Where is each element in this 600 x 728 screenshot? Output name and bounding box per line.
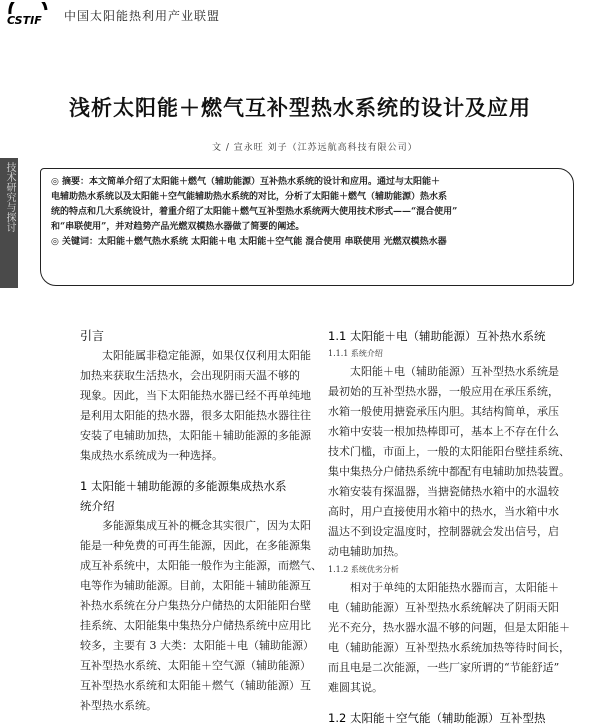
section-heading: 1.2 太阳能＋空气能（辅助能源）互补型热 — [328, 711, 546, 725]
journal-header — [4, 2, 596, 28]
section-heading: 引言 — [80, 329, 105, 343]
body-line: 挂系统、太阳能集中集热分户储热系统中应用比 — [80, 619, 311, 632]
section-heading: 1 太阳能＋辅助能源的多能源集成热水系 — [80, 479, 287, 493]
body-line: 太阳能属非稳定能源，如果仅仅利用太阳能 — [80, 349, 311, 362]
body-line: 补热水系统在分户集热分户储热的太阳能阳台壁 — [80, 599, 311, 612]
paper-title: 浅析太阳能＋燃气互补型热水系统的设计及应用 — [69, 96, 531, 120]
body-line: 电（辅助能源）互补型热水系统加热等待时间长， — [328, 641, 570, 654]
paper-author: 文 / 宣永旺 刘子（江苏远航高科技有限公司） — [212, 143, 418, 153]
body-line: 难圆其说。 — [328, 681, 383, 694]
body-line: 水箱安装有探温器，当搪瓷储热水箱中的水温较 — [328, 485, 559, 498]
body-line: 现象。因此，当下太阳能热水器已经不再单纯地 — [80, 389, 311, 402]
section-heading: 统介绍 — [80, 499, 115, 513]
svg-text:CSTIF: CSTIF — [7, 14, 42, 26]
body-line: 温达不到设定温度时，控制器就会发出信号，启 — [328, 525, 559, 538]
body-line: 补型热水系统。 — [80, 699, 157, 712]
body-line: 集中集热分户储热系统中都配有电辅助加热装置。 — [328, 465, 570, 478]
body-line: 加热来获取生活热水，会出现阴雨天温不够的 — [80, 369, 300, 382]
abstract-line: 电辅助热水系统以及太阳能＋空气能辅助热水系统的对比，分析了太阳能＋燃气（辅助能源）热水系 — [51, 192, 448, 202]
section-side-tab — [0, 158, 18, 288]
body-line: 较多，主要有 3 大类：太阳能＋电（辅助能源） — [80, 639, 314, 652]
body-line: 多能源集成互补的概念其实很广，因为太阳 — [80, 519, 311, 532]
keywords-line: ◎ 关键词：太阳能＋燃气热水系统 太阳能＋电 太阳能＋空气能 混合使用 串联使用 光燃双模热水器 — [51, 237, 447, 247]
left-column — [80, 326, 322, 716]
body-line: 水箱一般使用搪瓷承压内胆。其结构简单，承压 — [328, 405, 559, 418]
abstract-box — [40, 168, 574, 286]
body-line: 动电辅助加热。 — [328, 545, 405, 558]
body-line: 最初始的互补型热水器，一般应用在承压系统， — [328, 385, 559, 398]
body-line: 而且电是二次能源，一些厂家所谓的“节能舒适” — [328, 661, 560, 674]
body-line: 集成热水系统成为一种选择。 — [80, 449, 223, 462]
body-line: 技术门槛，市面上，一般的太阳能阳台壁挂系统、 — [328, 445, 570, 458]
body-line: 成互补系统中，太阳能一般作为主能源，而燃气、 — [80, 559, 322, 572]
body-line: 相对于单纯的太阳能热水器而言，太阳能＋ — [328, 581, 559, 594]
spacer — [80, 466, 306, 476]
abstract-line: ◎ 摘要：本文简单介绍了太阳能＋燃气（辅助能源）互补热水系统的设计和应用。通过与太阳能＋ — [51, 177, 440, 187]
body-line: 太阳能＋电（辅助能源）互补型热水系统是 — [328, 365, 559, 378]
body-line: 安装了电辅助加热，太阳能＋辅助能源的多能源 — [80, 429, 311, 442]
body-line: 能是一种免费的可再生能源，因此，在多能源集 — [80, 539, 311, 552]
body-line: 光不充分，热水器水温不够的问题，但是太阳能＋ — [328, 621, 570, 634]
abstract-line: 统的特点和几大系统设计，着重介绍了太阳能＋燃气互补型热水系统两大使用技术形式——“混合使用” — [51, 207, 458, 217]
header-title: 中国太阳能热利用产业联盟 — [64, 9, 221, 23]
body-line: 是利用太阳能的热水器，很多太阳能热水器往往 — [80, 409, 311, 422]
cstif-logo-icon — [4, 2, 60, 26]
right-column — [328, 326, 570, 728]
side-tab-label: 技术研究与探讨 — [4, 162, 15, 232]
body-line: 电（辅助能源）互补型热水系统解决了阴雨天阳 — [328, 601, 559, 614]
body-line: 水箱中安装一根加热棒即可，基本上不存在什么 — [328, 425, 559, 438]
body-line: 高时，用户直接使用水箱中的热水，当水箱中水 — [328, 505, 559, 518]
section-heading: 1.1.2 系统优劣分析 — [328, 565, 399, 574]
section-heading: 1.1.1 系统介绍 — [328, 349, 383, 358]
spacer — [328, 698, 554, 708]
body-line: 互补型热水系统和太阳能＋燃气（辅助能源）互 — [80, 679, 311, 692]
section-heading: 1.1 太阳能＋电（辅助能源）互补热水系统 — [328, 329, 546, 343]
body-line: 互补型热水系统、太阳能＋空气源（辅助能源） — [80, 659, 311, 672]
body-line: 电等作为辅助能源。目前，太阳能＋辅助能源互 — [80, 579, 311, 592]
abstract-line: 和“串联使用”，并对趋势产品光燃双模热水器做了简要的阐述。 — [51, 222, 305, 232]
